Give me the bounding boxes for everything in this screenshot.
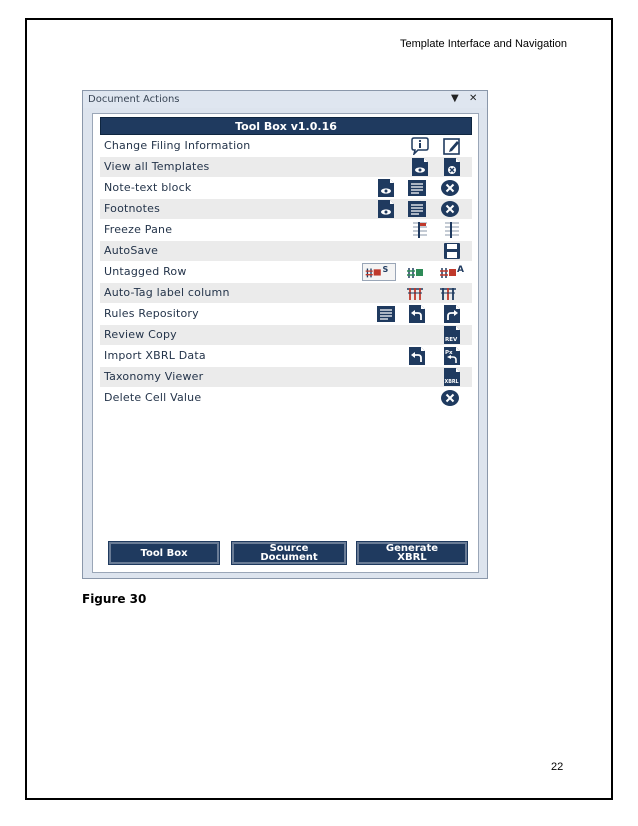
toolbox-button-label: Tool Box bbox=[140, 547, 188, 559]
row-review-copy bbox=[100, 325, 472, 345]
generate-button-line1: Generate bbox=[385, 543, 439, 554]
rev-label: REV bbox=[445, 337, 458, 343]
unfreeze-pane-icon[interactable] bbox=[442, 221, 462, 239]
row-label: Taxonomy Viewer bbox=[104, 370, 204, 383]
row-label: Freeze Pane bbox=[104, 223, 173, 236]
view-document-icon[interactable] bbox=[376, 200, 396, 218]
xbrl-label: XBRL bbox=[444, 380, 459, 385]
save-icon[interactable] bbox=[442, 242, 462, 260]
figure-caption: Figure 30 bbox=[82, 592, 147, 606]
row-label: Untagged Row bbox=[104, 265, 187, 278]
a-letter: A bbox=[457, 265, 464, 275]
rules-list-icon[interactable] bbox=[376, 305, 396, 323]
toolbox-body bbox=[92, 113, 479, 573]
row-footnotes bbox=[100, 199, 472, 219]
edit-document-icon[interactable] bbox=[442, 137, 462, 155]
close-circle-icon[interactable] bbox=[440, 389, 460, 407]
row-label: AutoSave bbox=[104, 244, 159, 257]
untagged-row-icon[interactable] bbox=[405, 263, 425, 281]
row-autosave bbox=[100, 241, 472, 261]
note-text-icon[interactable] bbox=[407, 200, 427, 218]
row-auto-tag-label-column bbox=[100, 283, 472, 303]
xbrl-document-icon[interactable] bbox=[442, 368, 462, 386]
page-number: 22 bbox=[551, 761, 564, 773]
generate-button-line2: XBRL bbox=[397, 552, 427, 563]
view-document-icon[interactable] bbox=[376, 179, 396, 197]
untagged-row-s-icon[interactable] bbox=[362, 263, 396, 281]
row-label: Note-text block bbox=[104, 181, 192, 194]
auto-tag-column-icon[interactable] bbox=[405, 284, 425, 302]
toolbox-tab-button[interactable] bbox=[109, 542, 219, 564]
row-import-xbrl-data bbox=[100, 346, 472, 366]
row-delete-cell-value bbox=[100, 388, 472, 408]
redo-document-icon[interactable] bbox=[442, 305, 462, 323]
note-text-icon[interactable] bbox=[407, 179, 427, 197]
px-label: Px bbox=[445, 350, 453, 356]
page-header-title: Template Interface and Navigation bbox=[400, 38, 567, 50]
auto-tag-column-alt-icon[interactable] bbox=[438, 284, 458, 302]
panel-title: Document Actions bbox=[88, 94, 180, 105]
toolbox-title: Tool Box v1.0.16 bbox=[100, 117, 472, 135]
close-circle-icon[interactable] bbox=[440, 200, 460, 218]
s-letter: S bbox=[382, 265, 389, 274]
row-label: Import XBRL Data bbox=[104, 349, 206, 362]
view-document-icon[interactable] bbox=[410, 158, 430, 176]
row-rules-repository bbox=[100, 304, 472, 324]
source-button-line2: Document bbox=[260, 552, 318, 563]
row-label: Rules Repository bbox=[104, 307, 199, 320]
row-label: Change Filing Information bbox=[104, 139, 251, 152]
source-document-button[interactable] bbox=[232, 542, 346, 564]
row-label: Auto-Tag label column bbox=[104, 286, 230, 299]
document-actions-panel bbox=[82, 90, 488, 579]
panel-menu-dropdown-icon[interactable]: ▼ bbox=[451, 93, 459, 104]
review-copy-icon[interactable] bbox=[442, 326, 462, 344]
import-undo-icon[interactable] bbox=[407, 347, 427, 365]
generate-xbrl-button[interactable] bbox=[357, 542, 467, 564]
close-circle-icon[interactable] bbox=[440, 179, 460, 197]
row-label: Delete Cell Value bbox=[104, 391, 202, 404]
undo-document-icon[interactable] bbox=[407, 305, 427, 323]
row-taxonomy-viewer bbox=[100, 367, 472, 387]
row-label: View all Templates bbox=[104, 160, 210, 173]
row-label: Review Copy bbox=[104, 328, 177, 341]
panel-close-icon[interactable]: ✕ bbox=[469, 93, 478, 104]
row-change-filing-information bbox=[100, 136, 472, 156]
row-untagged-row bbox=[100, 262, 472, 282]
delete-document-icon[interactable] bbox=[442, 158, 462, 176]
row-label: Footnotes bbox=[104, 202, 161, 215]
row-view-all-templates bbox=[100, 157, 472, 177]
freeze-pane-icon[interactable] bbox=[410, 221, 430, 239]
info-bubble-icon[interactable] bbox=[410, 137, 430, 155]
import-xbrl-icon[interactable] bbox=[442, 347, 462, 365]
source-button-line1: Source bbox=[269, 543, 309, 554]
untagged-row-a-icon[interactable] bbox=[438, 263, 466, 281]
panel-titlebar bbox=[83, 91, 487, 108]
row-freeze-pane bbox=[100, 220, 472, 240]
row-note-text-block bbox=[100, 178, 472, 198]
